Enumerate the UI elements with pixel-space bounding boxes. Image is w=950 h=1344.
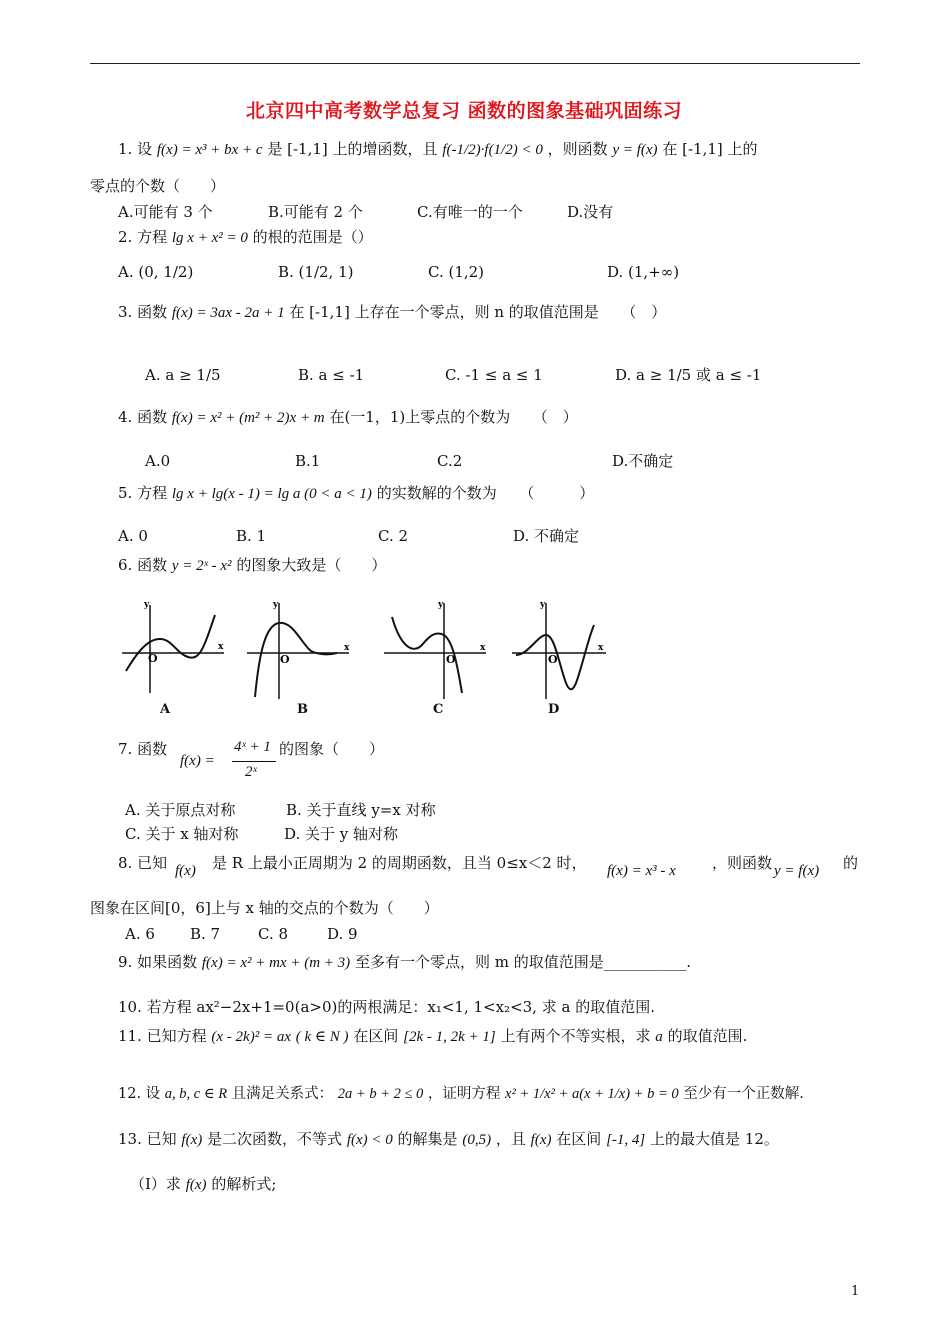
question-13: 13. 已知 f(x) 是二次函数，不等式 f(x) < 0 的解集是 (0,5) ，且 f(x) 在区间 [-1, 4] 上的最大值是 12。 [118, 1130, 779, 1148]
q8-option-c: C. 8 [258, 925, 289, 943]
q8-body: 是 R 上最小正周期为 2 的周期函数，且当 0≤x＜2 时， [212, 854, 587, 872]
q8-option-d: D. 9 [327, 925, 358, 943]
q8-fx: f(x) [175, 863, 196, 879]
q5-equation: lg x + lg(x - 1) = lg a (0 < a < 1) [171, 486, 372, 502]
q4-option-b: B.1 [295, 452, 321, 470]
svg-text:x: x [598, 643, 604, 653]
q11-equation: (x - 2k)² = ax [211, 1029, 291, 1045]
q7-tail: 的图象（ ） [279, 740, 385, 758]
q8-option-b: B. 7 [190, 925, 221, 943]
svg-text:x: x [218, 642, 224, 652]
graph-a [120, 595, 230, 715]
q6-function-expr: y = 2ˣ - x² [171, 558, 232, 574]
question-5: 5. 方程 lg x + lg(x - 1) = lg a (0 < a < 1) 的实数解的个数为 （ ） [118, 484, 595, 502]
question-10: 10. 若方程 ax²−2x+1=0(a>0)的两根满足：x₁<1, 1<x₂<3, 求 a 的取值范围. [118, 998, 655, 1016]
question-4: 4. 函数 f(x) = x² + (m² + 2)x + m 在(一1，1)上零点的个数为 （ ） [118, 408, 578, 426]
svg-text:y: y [438, 600, 444, 610]
q3-option-d: D. a ≥ 1/5 或 a ≤ -1 [615, 366, 762, 384]
q4-option-d: D.不确定 [612, 452, 674, 470]
q8-definition: f(x) = x³ - x [607, 863, 676, 879]
q4-option-a: A.0 [145, 452, 171, 470]
question-7-lead: 7. 函数 [118, 740, 168, 758]
q5-option-b: B. 1 [236, 527, 267, 545]
q1-option-a: A.可能有 3 个 [118, 203, 213, 221]
q8-tail: 的 [843, 854, 859, 872]
graph-a-label: A [160, 702, 171, 717]
svg-text:y: y [540, 600, 546, 610]
q2-option-b: B. (1/2, 1) [278, 263, 354, 281]
q12-equation: x² + 1/x² + a(x + 1/x) + b = 0 [505, 1086, 679, 1102]
svg-text:O: O [446, 653, 456, 666]
q9-function-expr: f(x) = x² + mx + (m + 3) [201, 955, 351, 971]
q1-y-expr: y = f(x) [612, 142, 658, 158]
graph-d [510, 595, 620, 715]
q7-fraction-bar [232, 761, 276, 762]
svg-text:y: y [144, 600, 150, 610]
q8-y-expr: y = f(x) [774, 863, 820, 879]
page-title: 北京四中高考数学总复习 函数的图象基础巩固练习 [246, 100, 683, 122]
graph-c-label: C [433, 702, 444, 717]
q8-option-a: A. 6 [125, 925, 155, 943]
q7-denominator: 2ˣ [245, 764, 257, 780]
q7-option-d: D. 关于 y 轴对称 [284, 825, 399, 843]
svg-text:y: y [273, 600, 279, 610]
question-3: 3. 函数 f(x) = 3ax - 2a + 1 在 [-1,1] 上存在一个零点，则 n 的取值范围是 （ ） [118, 303, 667, 321]
q1-condition-expr: f(-1/2)·f(1/2) < 0 [442, 142, 543, 158]
graph-d-label: D [548, 702, 560, 717]
q1-function-expr: f(x) = x³ + bx + c [156, 142, 263, 158]
question-6: 6. 函数 y = 2ˣ - x² 的图象大致是（ ） [118, 556, 387, 574]
q4-function-expr: f(x) = x² + (m² + 2)x + m [171, 410, 325, 426]
q7-numerator: 4ˣ + 1 [234, 739, 271, 755]
q4-option-c: C.2 [437, 452, 463, 470]
top-rule [90, 63, 860, 64]
q5-option-c: C. 2 [378, 527, 409, 545]
q11-condition: ( k ∈ N ) [295, 1029, 349, 1045]
q2-option-c: C. (1,2) [428, 263, 485, 281]
q2-equation: lg x + x² = 0 [171, 230, 248, 246]
question-9: 9. 如果函数 f(x) = x² + mx + (m + 3) 至多有一个零点，则 m 的取值范围是___________. [118, 953, 691, 971]
q7-option-c: C. 关于 x 轴对称 [125, 825, 239, 843]
svg-text:O: O [148, 652, 158, 665]
page-number: 1 [851, 1284, 860, 1299]
q3-interval: [-1,1] [309, 303, 350, 321]
graph-b [245, 595, 355, 715]
q1-interval: [-1,1] [287, 140, 328, 158]
q3-option-c: C. -1 ≤ a ≤ 1 [445, 366, 543, 384]
svg-text:x: x [344, 643, 350, 653]
q3-option-a: A. a ≥ 1/5 [145, 366, 221, 384]
q7-option-b: B. 关于直线 y=x 对称 [286, 801, 436, 819]
question-8-line-2: 图象在区间[0，6]上与 x 轴的交点的个数为（ ） [90, 899, 439, 917]
question-13-part-1: （I）求 f(x) 的解析式; [130, 1175, 277, 1193]
q2-option-a: A. (0, 1/2) [118, 263, 194, 281]
q7-lhs: f(x) = [180, 753, 215, 769]
q11-interval: [2k - 1, 2k + 1] [403, 1029, 496, 1045]
q8-body-2: ，则函数 [712, 854, 773, 872]
q5-option-d: D. 不确定 [513, 527, 580, 545]
question-1-line-2: 零点的个数（ ） [90, 177, 226, 195]
q3-function-expr: f(x) = 3ax - 2a + 1 [171, 305, 285, 321]
svg-text:x: x [480, 643, 486, 653]
question-2: 2. 方程 lg x + x² = 0 的根的范围是（） [118, 228, 373, 246]
q1-option-b: B.可能有 2 个 [268, 203, 363, 221]
svg-text:O: O [280, 653, 290, 666]
q5-option-a: A. 0 [118, 527, 148, 545]
q1-option-d: D.没有 [567, 203, 614, 221]
graph-c [382, 595, 492, 715]
question-8-lead: 8. 已知 [118, 854, 168, 872]
question-12: 12. 设 a, b, c ∈ R 且满足关系式： 2a + b + 2 ≤ 0 ，证明方程 x² + 1/x² + a(x + 1/x) + b = 0 至少有一个正数解. [118, 1086, 804, 1102]
q1-option-c: C.有唯一的一个 [417, 203, 523, 221]
graph-b-label: B [297, 702, 308, 717]
q7-option-a: A. 关于原点对称 [125, 801, 236, 819]
question-1-line-1: 1. 设 f(x) = x³ + bx + c 是 [-1,1] 上的增函数，且 f(-1/2)·f(1/2) < 0 ，则函数 y = f(x) 在 [-1,1] 上的 [118, 140, 758, 158]
q2-option-d: D. (1,+∞) [607, 263, 680, 281]
question-11: 11. 已知方程 (x - 2k)² = ax ( k ∈ N ) 在区间 [2k - 1, 2k + 1] 上有两个不等实根，求 a 的取值范围. [118, 1027, 748, 1045]
svg-text:O: O [548, 653, 558, 666]
q3-option-b: B. a ≤ -1 [298, 366, 365, 384]
